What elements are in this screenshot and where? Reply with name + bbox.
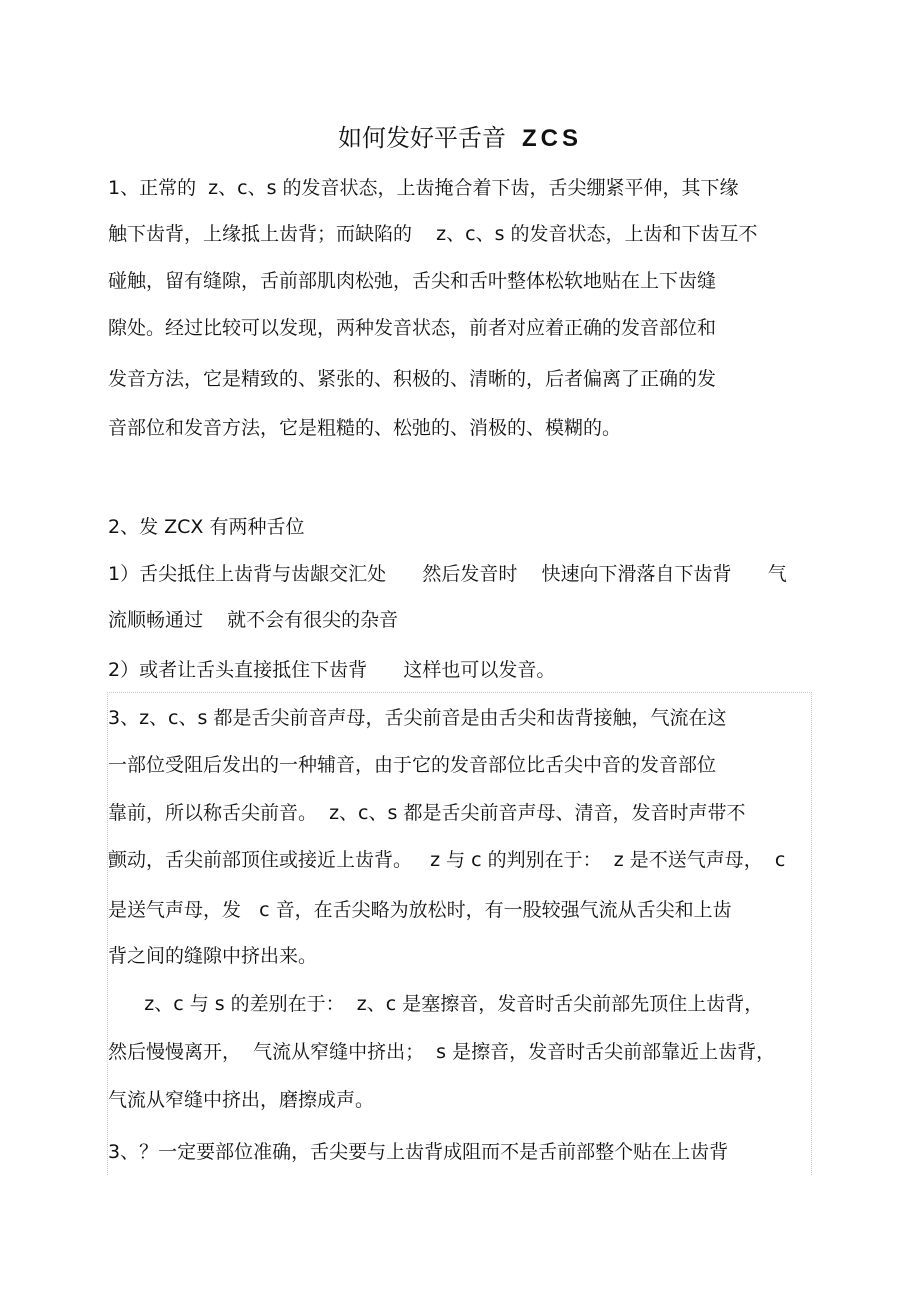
paragraph-line: 流顺畅通过 就不会有很尖的杂音 [108, 609, 399, 631]
paragraph-line: 2）或者让舌头直接抵住下齿背 这样也可以发音。 [108, 659, 556, 681]
paragraph-line: 音部位和发音方法，它是粗糙的、松弛的、消极的、模糊的。 [108, 417, 622, 439]
title-chinese: 如何发好平舌音 [338, 124, 506, 152]
paragraph-line: 1）舌尖抵住上齿背与齿龈交汇处 然后发音时 快速向下滑落自下齿背 气 [108, 563, 787, 585]
paragraph-line: 背之间的缝隙中挤出来。 [108, 945, 318, 967]
paragraph-line: 3、？一定要部位准确，舌尖要与上齿背成阻而不是舌前部整个贴在上齿背 [108, 1141, 729, 1163]
paragraph-line: 碰触，留有缝隙，舌前部肌肉松弛，舌尖和舌叶整体松软地贴在上下齿缝 [108, 270, 717, 292]
paragraph-line: 3、z、c、s 都是舌尖前音声母，舌尖前音是由舌尖和齿背接触，气流在这 [108, 707, 727, 729]
paragraph-line: 隙处。经过比较可以发现，两种发音状态，前者对应着正确的发音部位和 [108, 317, 717, 339]
paragraph-line: 一部位受阻后发出的一种辅音，由于它的发音部位比舌尖中音的发音部位 [108, 754, 717, 776]
paragraph-line: 颤动，舌尖前部顶住或接近上齿背。 z 与 c 的判别在于： z 是不送气声母， c [108, 849, 786, 871]
paragraph-line: 气流从窄缝中挤出，磨擦成声。 [108, 1089, 375, 1111]
paragraph-line: 发音方法，它是精致的、紧张的、积极的、清晰的，后者偏离了正确的发 [108, 368, 717, 390]
paragraph-line: 触下齿背，上缘抵上齿背；而缺陷的 z、c、s 的发音状态，上齿和下齿互不 [108, 223, 758, 245]
paragraph-line: z、c 与 s 的差别在于： z、c 是塞擦音，发音时舌尖前部先顶住上齿背， [108, 993, 764, 1015]
paragraph-line: 1、正常的 z、c、s 的发音状态，上齿掩合着下齿，舌尖绷紧平伸，其下缘 [108, 177, 739, 199]
paragraph-line: 靠前，所以称舌尖前音。 z、c、s 都是舌尖前音声母、清音，发音时声带不 [108, 802, 746, 824]
paragraph-line: 然后慢慢离开， 气流从窄缝中挤出； s 是擦音，发音时舌尖前部靠近上齿背， [108, 1041, 776, 1063]
paragraph-line: 是送气声母，发 c 音，在舌尖略为放松时，有一股较强气流从舌尖和上齿 [108, 899, 732, 921]
section-heading: 2、发 ZCX 有两种舌位 [108, 516, 305, 538]
title-latin: ZCS [522, 125, 582, 152]
page-title [0, 121, 920, 156]
